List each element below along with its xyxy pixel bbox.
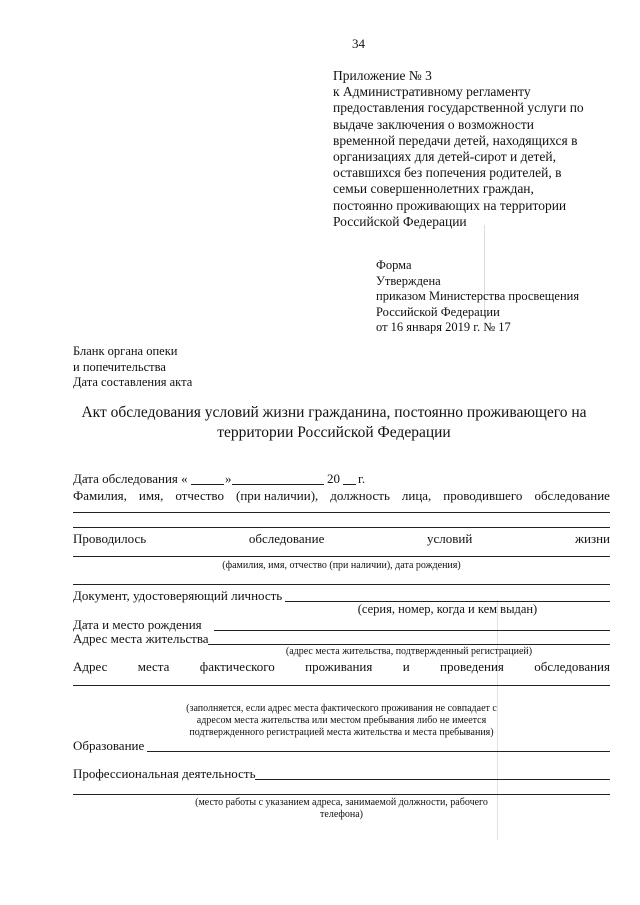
word: обследование (248, 531, 325, 546)
word: проводившего (443, 488, 523, 503)
date-year-suffix: г. (358, 471, 366, 486)
conducted-field-line[interactable] (73, 584, 610, 585)
date-year-prefix: 20 (327, 471, 340, 486)
birth-date-place-field[interactable] (214, 630, 610, 631)
date-day-field[interactable] (191, 484, 224, 485)
inspector-field-line[interactable] (73, 527, 610, 528)
word: Адрес (73, 659, 108, 674)
word: обследование (534, 488, 610, 503)
identity-document-label: Документ, удостоверяющий личность (73, 588, 283, 603)
appendix-line: предоставления государственной услуги по (333, 100, 584, 116)
word: места (137, 659, 170, 674)
order-date: от 16 января 2019 г. № 17 (376, 320, 511, 334)
act-title (60, 403, 608, 443)
word: должность (330, 488, 390, 503)
word: Проводилось (73, 531, 147, 546)
residence-address-hint: (адрес места жительства, подтвержденный регистрацией) (285, 646, 533, 657)
conducted-label (73, 531, 610, 547)
appendix-line: оставшихся без попечения родителей, в (333, 165, 562, 181)
inspector-field-line[interactable] (73, 512, 610, 513)
word: Фамилия, (73, 488, 127, 503)
act-title-line: территории Российской Федерации (217, 424, 451, 441)
date-quote-close: » (225, 471, 232, 486)
professional-activity-label: Профессиональная деятельность (73, 766, 256, 781)
form-approval-block (376, 258, 579, 336)
blank-line: и попечительства (73, 359, 166, 374)
residence-address-field[interactable] (208, 644, 610, 645)
inspector-label (73, 488, 610, 504)
hint-line: адресом места жительства или местом пребывания либо не имеется (196, 715, 487, 726)
hint-line: (место работы с указанием адреса, занимаемой должности, рабочего (195, 797, 488, 808)
blank-line: Бланк органа опеки (73, 344, 178, 358)
date-year-field[interactable] (343, 484, 356, 485)
word: жизни (575, 531, 610, 546)
word: и (402, 659, 410, 674)
date-month-field[interactable] (232, 484, 324, 485)
identity-document-hint: (серия, номер, когда и кем выдан) (357, 602, 538, 616)
appendix-line: семьи совершеннолетних граждан, (333, 181, 534, 197)
actual-address-field-line[interactable] (73, 685, 610, 686)
appendix-line: постоянно проживающих на территории (333, 197, 567, 213)
appendix-line: организациях для детей-сирот и детей, (333, 149, 557, 165)
act-title-line: Акт обследования условий жизни гражданина, постоянно проживающего на (81, 404, 587, 421)
education-label: Образование (73, 738, 145, 753)
actual-address-label (73, 659, 610, 675)
conducted-hint: (фамилия, имя, отчество (при наличии), дата рождения) (222, 560, 461, 571)
residence-address-label: Адрес места жительства (73, 631, 209, 646)
word: фактического (199, 659, 275, 674)
hint-line: подтвержденного регистрацией места жительства и места пребывания) (189, 727, 494, 738)
appendix-title: Приложение № 3 (333, 68, 432, 83)
word: проведения (440, 659, 504, 674)
order-line: приказом Министерства просвещения (376, 289, 580, 303)
hint-line: телефона) (320, 809, 363, 820)
word: (при наличии), (235, 488, 319, 503)
appendix-line: к Административному регламенту (333, 84, 531, 100)
birth-date-place-label: Дата и место рождения (73, 617, 202, 632)
page-number: 34 (352, 36, 365, 51)
education-field[interactable] (147, 751, 610, 752)
guardianship-blank-block (73, 344, 192, 391)
inspection-date-label: Дата обследования « (73, 471, 188, 486)
word: отчество (175, 488, 224, 503)
appendix-block (333, 68, 584, 230)
appendix-line: временной передачи детей, находящихся в (333, 132, 578, 148)
professional-activity-hint (73, 797, 610, 821)
hint-line: (заполняется, если адрес места фактического проживания не совпадает с (186, 703, 497, 714)
actual-address-hint (73, 703, 610, 739)
act-date-label: Дата составления акта (73, 375, 193, 389)
professional-activity-field-line[interactable] (73, 794, 610, 795)
form-label: Форма (376, 258, 412, 272)
appendix-line: Российской Федерации (333, 213, 467, 229)
word: имя, (138, 488, 164, 503)
word: проживания (305, 659, 373, 674)
professional-activity-field[interactable] (255, 779, 610, 780)
order-line: Российской Федерации (376, 304, 500, 319)
approved-label: Утверждена (376, 273, 441, 288)
word: лица, (401, 488, 432, 503)
appendix-line: выдаче заключения о возможности (333, 116, 534, 132)
word: обследования (534, 659, 610, 674)
word: условий (427, 531, 473, 546)
conducted-field-line[interactable] (73, 556, 610, 557)
